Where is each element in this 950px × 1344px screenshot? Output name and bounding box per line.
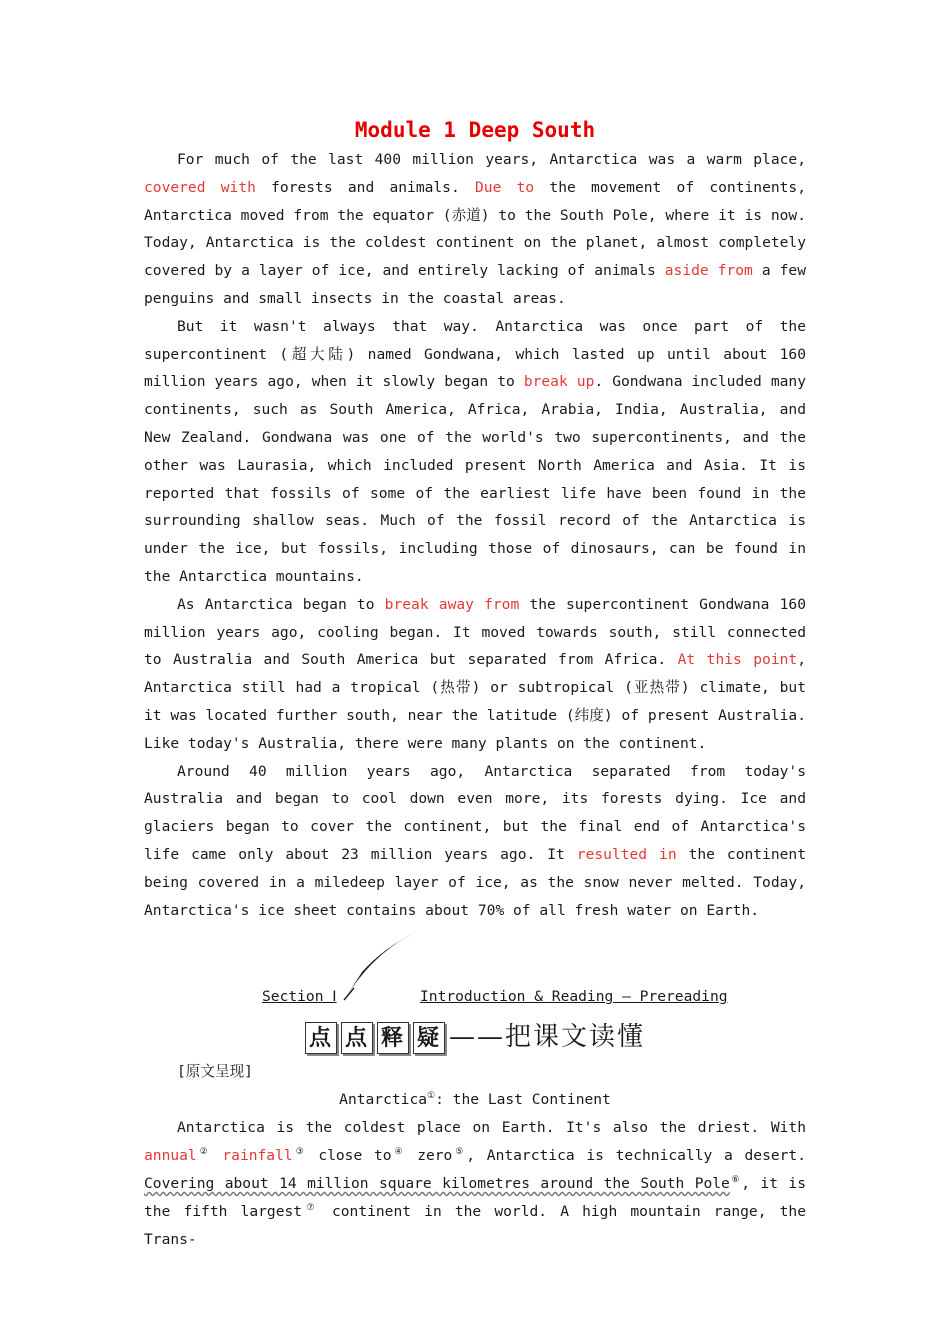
text: forests and animals. (255, 178, 475, 196)
reading-paragraph (144, 1114, 806, 1253)
footnote-marker: ③ (292, 1147, 307, 1158)
text: Antarctica (339, 1091, 428, 1109)
banner-char: 点 (305, 1022, 337, 1054)
text: For much of the last 400 million years, Antarctica was a warm place, (177, 151, 806, 168)
passage-paragraph-3 (144, 591, 806, 758)
text: . Gondwana included many continents, such as South America, Africa, Arabia, India, Australia, and New Zealand. Gondwana was one of the world's two supercontinents, and the other was Laurasia, which included present North America and Asia. It is reported that fossils of some of the earliest life have been found in the surrounding shallow seas. Much of the fossil record of the Antarctica is under the ice, but fossils, including those of dinosaurs, can be found in the Antarctica mountains. (144, 373, 806, 585)
text: the continent being covered in a miledeep layer of ice, as the snow never melted. Today, Antarctica's ice sheet contains about 70% of all fresh water on Earth. (144, 845, 806, 919)
vocab-word: annual (144, 1147, 197, 1165)
text: a few penguins and small insects in the coastal areas. (144, 262, 806, 307)
text: But it wasn't always that way. Antarctica was once part of the supercontinent (超大陆) named Gondwana, which lasted up until about 160 million years ago, when it slowly began to (144, 317, 806, 391)
passage-paragraph-4 (144, 758, 806, 925)
text: continent in the world. A high mountain range, the Trans- (144, 1202, 806, 1248)
module-title: Module 1 Deep South (354, 118, 596, 142)
footnote-marker: ④ (391, 1147, 406, 1158)
key-phrase: break away from (384, 595, 520, 613)
footnote-marker: ⑤ (452, 1147, 467, 1158)
text: , Antarctica still had a tropical (热带) or subtropical (亚热带) climate, but it was located further south, near the latitude (纬度) of present Australia. Like today's Australia, there were many plants on the continent. (144, 651, 806, 752)
text: : the Last Continent (435, 1091, 611, 1109)
key-phrase: Due to (475, 178, 535, 196)
banner-char: 点 (341, 1022, 373, 1054)
page-content (144, 118, 806, 1253)
reading-title (144, 1086, 806, 1114)
banner-char: 释 (377, 1022, 409, 1054)
key-phrase: covered with (144, 178, 256, 196)
text: close to (306, 1147, 392, 1165)
vocab-word: rainfall (222, 1147, 293, 1165)
text: Around 40 million years ago, Antarctica separated from today's Australia and began to cool down even more, its forests dying. Ice and glaciers began to cover the continent, but the final end of Antarctica's life came only about 23 million years ago. It (144, 762, 806, 863)
key-phrase: At this point (677, 651, 798, 669)
text: the movement of continents, Antarctica moved from the equator (赤道) to the South Pole, where it is now. Today, Antarctica is the coldest continent on the planet, almost completely covered by a layer of ice, and entirely lacking of animals (144, 178, 806, 280)
footnote-marker: ⑥ (729, 1175, 742, 1186)
feather-quill-icon (340, 930, 420, 1002)
section-title: Introduction & Reading — Prereading (420, 988, 728, 1006)
footnote-marker: ⑦ (302, 1202, 319, 1213)
passage-paragraph-1 (144, 146, 806, 313)
footnote-marker: ① (427, 1091, 436, 1102)
underlined-phrase: Covering about 14 million square kilometres around the South Pole (144, 1174, 730, 1192)
section-number: Section Ⅰ (262, 988, 337, 1006)
key-phrase: aside from (664, 262, 753, 280)
banner-rest: ——把课文读懂 (448, 1022, 645, 1053)
footnote-marker: ② (196, 1147, 211, 1158)
text: As Antarctica began to (177, 595, 385, 613)
passage-paragraph-2 (144, 313, 806, 591)
section-header (144, 928, 806, 1024)
original-text-label: [原文呈现] (177, 1063, 253, 1081)
text: Antarctica is the coldest place on Earth. It's also the driest. With (177, 1119, 806, 1137)
text: , Antarctica is technically a desert. (466, 1147, 807, 1165)
banner-char: 疑 (413, 1022, 445, 1054)
key-phrase: resulted in (576, 845, 677, 863)
text: , it is the fifth largest (144, 1174, 806, 1220)
text: the supercontinent Gondwana 160 million years ago, cooling began. It moved towards south, still connected to Australia and South America but separated from Africa. (144, 595, 806, 669)
key-phrase: break up (523, 373, 595, 391)
text: zero (405, 1147, 453, 1165)
